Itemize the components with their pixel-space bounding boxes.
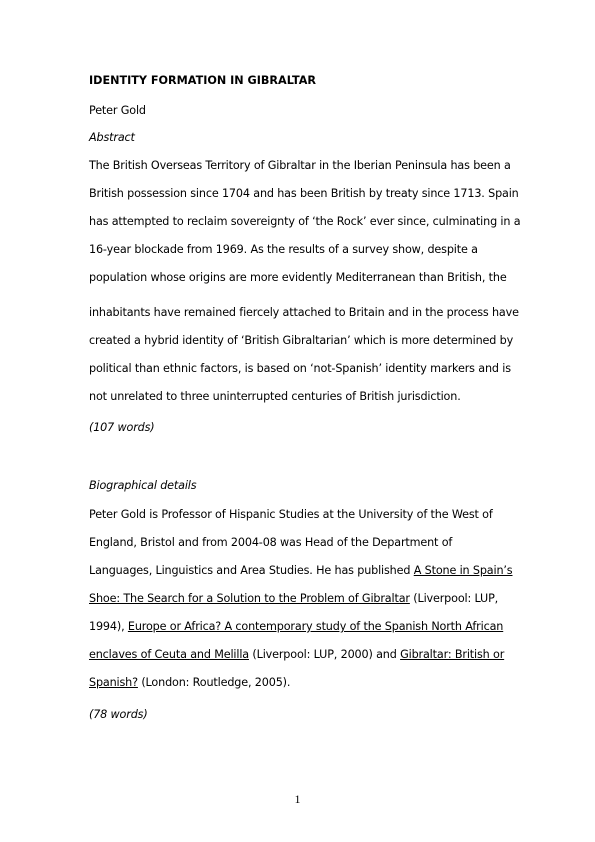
book-citation: (Liverpool: LUP, 2000) and: [248, 648, 401, 661]
abstract-heading: Abstract: [89, 131, 135, 144]
abstract-word-count: (107 words): [89, 421, 155, 434]
bio-text: Languages, Linguistics and Area Studies. He has published: [89, 564, 414, 577]
book-title-stone-in-spains-shoe-cont: Shoe: The Search for a Solution to the Problem of Gibraltar: [89, 592, 410, 605]
page-number: 1: [294, 792, 301, 806]
abstract-line: created a hybrid identity of ‘British Gibraltarian’ which is more determined by: [89, 334, 514, 347]
bio-line: [89, 648, 504, 662]
abstract-line: not unrelated to three uninterrupted centuries of British jurisdiction.: [89, 390, 461, 403]
book-citation: (Liverpool: LUP,: [409, 592, 499, 605]
bio-line: [89, 620, 503, 634]
abstract-line: British possession since 1704 and has been British by treaty since 1713. Spain: [89, 187, 519, 200]
bio-line: [89, 564, 513, 578]
abstract-line: The British Overseas Territory of Gibraltar in the Iberian Peninsula has been a: [89, 159, 511, 172]
bio-word-count: (78 words): [89, 708, 148, 721]
abstract-line: political than ethnic factors, is based on ‘not-Spanish’ identity markers and is: [89, 362, 511, 375]
bio-line: [89, 592, 498, 606]
bio-line: England, Bristol and from 2004-08 was Head of the Department of: [89, 536, 453, 549]
abstract-line: has attempted to reclaim sovereignty of ‘the Rock’ ever since, culminating in a: [89, 215, 521, 228]
book-title-gibraltar-british-or-spanish-cont: Spanish?: [89, 676, 138, 689]
book-title-europe-or-africa-cont: enclaves of Ceuta and Melilla: [89, 648, 249, 661]
abstract-line: population whose origins are more evidently Mediterranean than British, the: [89, 271, 507, 284]
abstract-line: 16-year blockade from 1969. As the results of a survey show, despite a: [89, 243, 478, 256]
book-title-stone-in-spains-shoe: A Stone in Spain’s: [413, 564, 513, 577]
book-citation: (London: Routledge, 2005).: [137, 676, 291, 689]
abstract-line: inhabitants have remained fiercely attached to Britain and in the process have: [89, 306, 519, 319]
book-title-gibraltar-british-or-spanish: Gibraltar: British or: [400, 648, 505, 661]
bio-heading: Biographical details: [89, 479, 197, 492]
document-title: IDENTITY FORMATION IN GIBRALTAR: [89, 74, 317, 87]
bio-line: Peter Gold is Professor of Hispanic Studies at the University of the West of: [89, 508, 493, 521]
bio-line: [89, 676, 290, 690]
bio-text: 1994),: [89, 620, 128, 633]
author-name: Peter Gold: [89, 104, 146, 117]
book-title-europe-or-africa: Europe or Africa? A contemporary study of the Spanish North African: [127, 620, 504, 633]
